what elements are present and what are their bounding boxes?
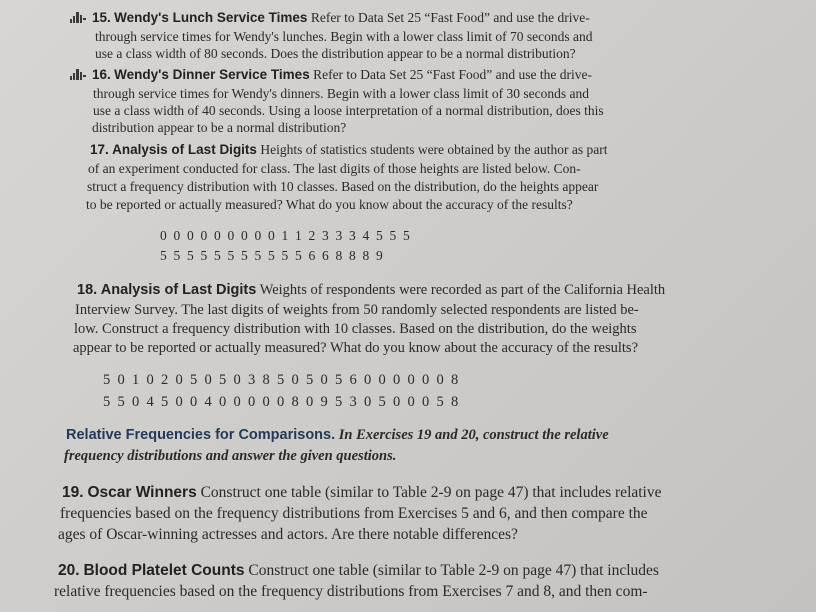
exercise-text: Refer to Data Set 25 “Fast Food” and use the drive- [310, 10, 590, 25]
exercise-number: 19. [62, 484, 84, 501]
exercise-text: struct a frequency distribution with 10 classes. Based on the distribution, do the heights appear [87, 179, 599, 194]
exercise-text: Weights of respondents were recorded as part of the California Health [259, 282, 666, 298]
exercise-number: 20. [58, 562, 80, 579]
exercise-text: appear to be reported or actually measured? What do you know about the accuracy of the results? [73, 340, 639, 356]
exercise-title: Wendy's Lunch Service Times [114, 10, 308, 25]
digits-row: 5 5 0 4 5 0 0 4 0 0 0 0 0 8 0 9 5 3 0 5 0 0 0 5 8 [103, 394, 459, 410]
exercise-text: Construct one table (similar to Table 2-9 on page 47) that includes relative [200, 484, 662, 501]
exercise-number: 15. [92, 10, 111, 25]
exercise-text: Heights of statistics students were obtained by the author as part [260, 142, 608, 157]
exercise-text: ages of Oscar-winning actresses and actors. Are there notable differences? [58, 526, 518, 543]
exercise-text: low. Construct a frequency distribution with 10 classes. Based on the distribution, do the weights [74, 321, 637, 337]
section-heading: Relative Frequencies for Comparisons. [66, 427, 336, 443]
exercise-title: Analysis of Last Digits [112, 142, 257, 157]
section-instructions: In Exercises 19 and 20, construct the relative [338, 427, 609, 443]
exercise-title: Blood Platelet Counts [83, 562, 245, 579]
exercise-text: relative frequencies based on the frequency distributions from Exercises 7 and 8, and then com- [54, 583, 648, 600]
digits-row: 5 5 5 5 5 5 5 5 5 5 5 6 6 8 8 8 9 [160, 248, 383, 263]
exercise-text: Construct one table (similar to Table 2-9 on page 47) that includes [248, 562, 659, 579]
exercise-number: 16. [92, 67, 111, 82]
section-instructions: frequency distributions and answer the given questions. [64, 448, 397, 464]
exercise-number: 17. [90, 142, 109, 157]
exercise-title: Oscar Winners [87, 484, 197, 501]
exercise-text: through service times for Wendy's dinners. Begin with a lower class limit of 30 seconds and [93, 86, 589, 101]
exercise-text: frequencies based on the frequency distributions from Exercises 5 and 6, and then compare the [60, 505, 648, 522]
exercise-text: through service times for Wendy's lunches. Begin with a lower class limit of 70 seconds and [95, 29, 593, 44]
exercise-text: Refer to Data Set 25 “Fast Food” and use the drive- [313, 67, 593, 82]
exercise-text: distribution appear to be a normal distribution? [92, 120, 347, 135]
exercise-text: use a class width of 80 seconds. Does the distribution appear to be a normal distribution? [95, 46, 576, 61]
exercise-text: to be reported or actually measured? What do you know about the accuracy of the results? [86, 197, 573, 212]
exercise-text: Interview Survey. The last digits of weights from 50 randomly selected respondents are listed be- [75, 302, 639, 318]
exercise-title: Wendy's Dinner Service Times [114, 67, 310, 82]
exercise-text: use a class width of 40 seconds. Using a loose interpretation of a normal distribution, does this [93, 103, 604, 118]
digits-row: 0 0 0 0 0 0 0 0 0 1 1 2 3 3 3 4 5 5 5 [160, 228, 410, 243]
data-set-icon [70, 68, 88, 80]
data-set-icon [70, 11, 88, 23]
exercise-text: of an experiment conducted for class. The last digits of those heights are listed below. Con- [88, 161, 581, 176]
exercise-title: Analysis of Last Digits [100, 282, 257, 298]
digits-row: 5 0 1 0 2 0 5 0 5 0 3 8 5 0 5 0 5 6 0 0 0 0 0 0 8 [103, 372, 459, 388]
exercise-number: 18. [77, 282, 98, 298]
